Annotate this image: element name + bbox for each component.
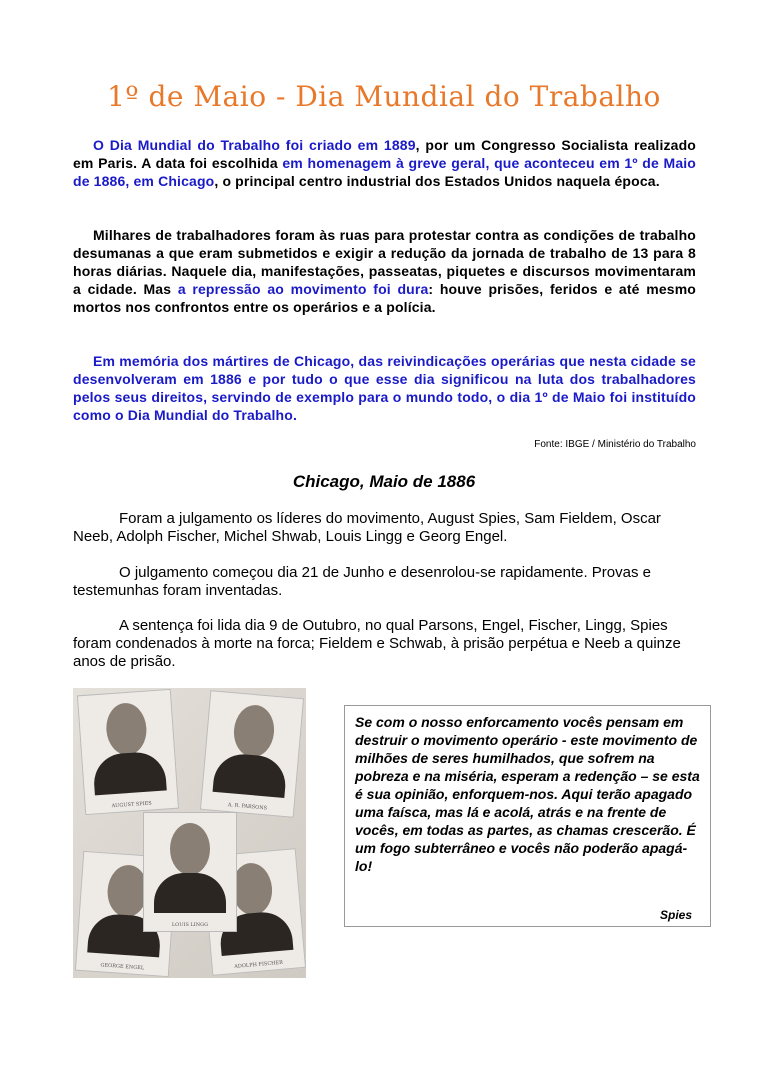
body-paragraph: Foram a julgamento os líderes do movimento, August Spies, Sam Fieldem, Oscar Neeb, Adolph Fischer, Michel Shwab, Louis Lingg e Georg Engel. [73, 510, 661, 545]
text: Milhares de trabalhadores foram às ruas para protestar contra as condições de trabalho desumanas a que eram submetidos e exigir a redução da jornada de trabalho de 13 para 8 horas diárias. Naquele dia, manifestações, passeatas, piquetes e discursos movimentaram a cidade. Mas [73, 227, 696, 297]
section-heading: Chicago, Maio de 1886 [292, 472, 476, 491]
historical-photo [73, 688, 306, 978]
caption: GEORGE ENGEL [100, 962, 145, 972]
source-note: Fonte: IBGE / Ministério do Trabalho [534, 439, 696, 450]
portrait [143, 812, 237, 932]
caption: ADOLPH FISCHER [234, 959, 284, 970]
highlight: em homenagem à greve geral, que aconteceu em 1º de Maio de 1886, em Chicago [73, 155, 696, 189]
portrait [200, 690, 304, 818]
quote-box [344, 705, 711, 927]
caption: A. R. PARSONS [227, 802, 268, 812]
text: : houve prisões, feridos e até mesmo mortos nos confrontos entre os operários e a polícia. [73, 281, 697, 315]
page-title: 1º de Maio - Dia Mundial do Trabalho [107, 80, 661, 113]
paragraph-2 [73, 226, 696, 316]
body-paragraph: A sentença foi lida dia 9 de Outubro, no qual Parsons, Engel, Fischer, Lingg, Spies foram condenados à morte na forca; Fieldem e Schwab, à prisão perpétua e Neeb a quinze anos de prisão. [73, 617, 681, 670]
text: , o principal centro industrial dos Estados Unidos naquela época. [214, 173, 660, 189]
body-paragraph: O julgamento começou dia 21 de Junho e desenrolou-se rapidamente. Provas e testemunhas foram inventadas. [73, 564, 651, 599]
quote-text: Se com o nosso enforcamento vocês pensam em destruir o movimento operário - este movimento de milhões de seres humilhados, que sofrem na pobreza e na miséria, esperam a redenção – se esta é sua opinião, enforquem-nos. Aqui terão apagado uma faísca, mas lá e acolá, atrás e na frente de vocês, em todas as partes, as chamas crescerão. É um fogo subterrâneo e vocês não poderão apagá-lo! [355, 714, 700, 874]
portrait [77, 689, 179, 815]
quote-author: Spies [659, 908, 692, 922]
text: , por um Congresso Socialista realizado em Paris. A data foi escolhida [73, 137, 696, 171]
caption: AUGUST SPIES [111, 800, 152, 810]
caption: LOUIS LINGG [171, 922, 209, 928]
highlight: O Dia Mundial do Trabalho foi criado em 1889 [93, 137, 416, 153]
paragraph-1 [73, 136, 696, 190]
paragraph-3: Em memória dos mártires de Chicago, das reivindicações operárias que nesta cidade se desenvolveram em 1886 e por tudo o que esse dia significou na luta dos trabalhadores pelos seus direitos, servindo de exemplo para o mundo todo, o dia 1º de Maio foi instituído como o Dia Mundial do Trabalho. [73, 353, 696, 423]
highlight: a repressão ao movimento foi dura [177, 281, 429, 297]
